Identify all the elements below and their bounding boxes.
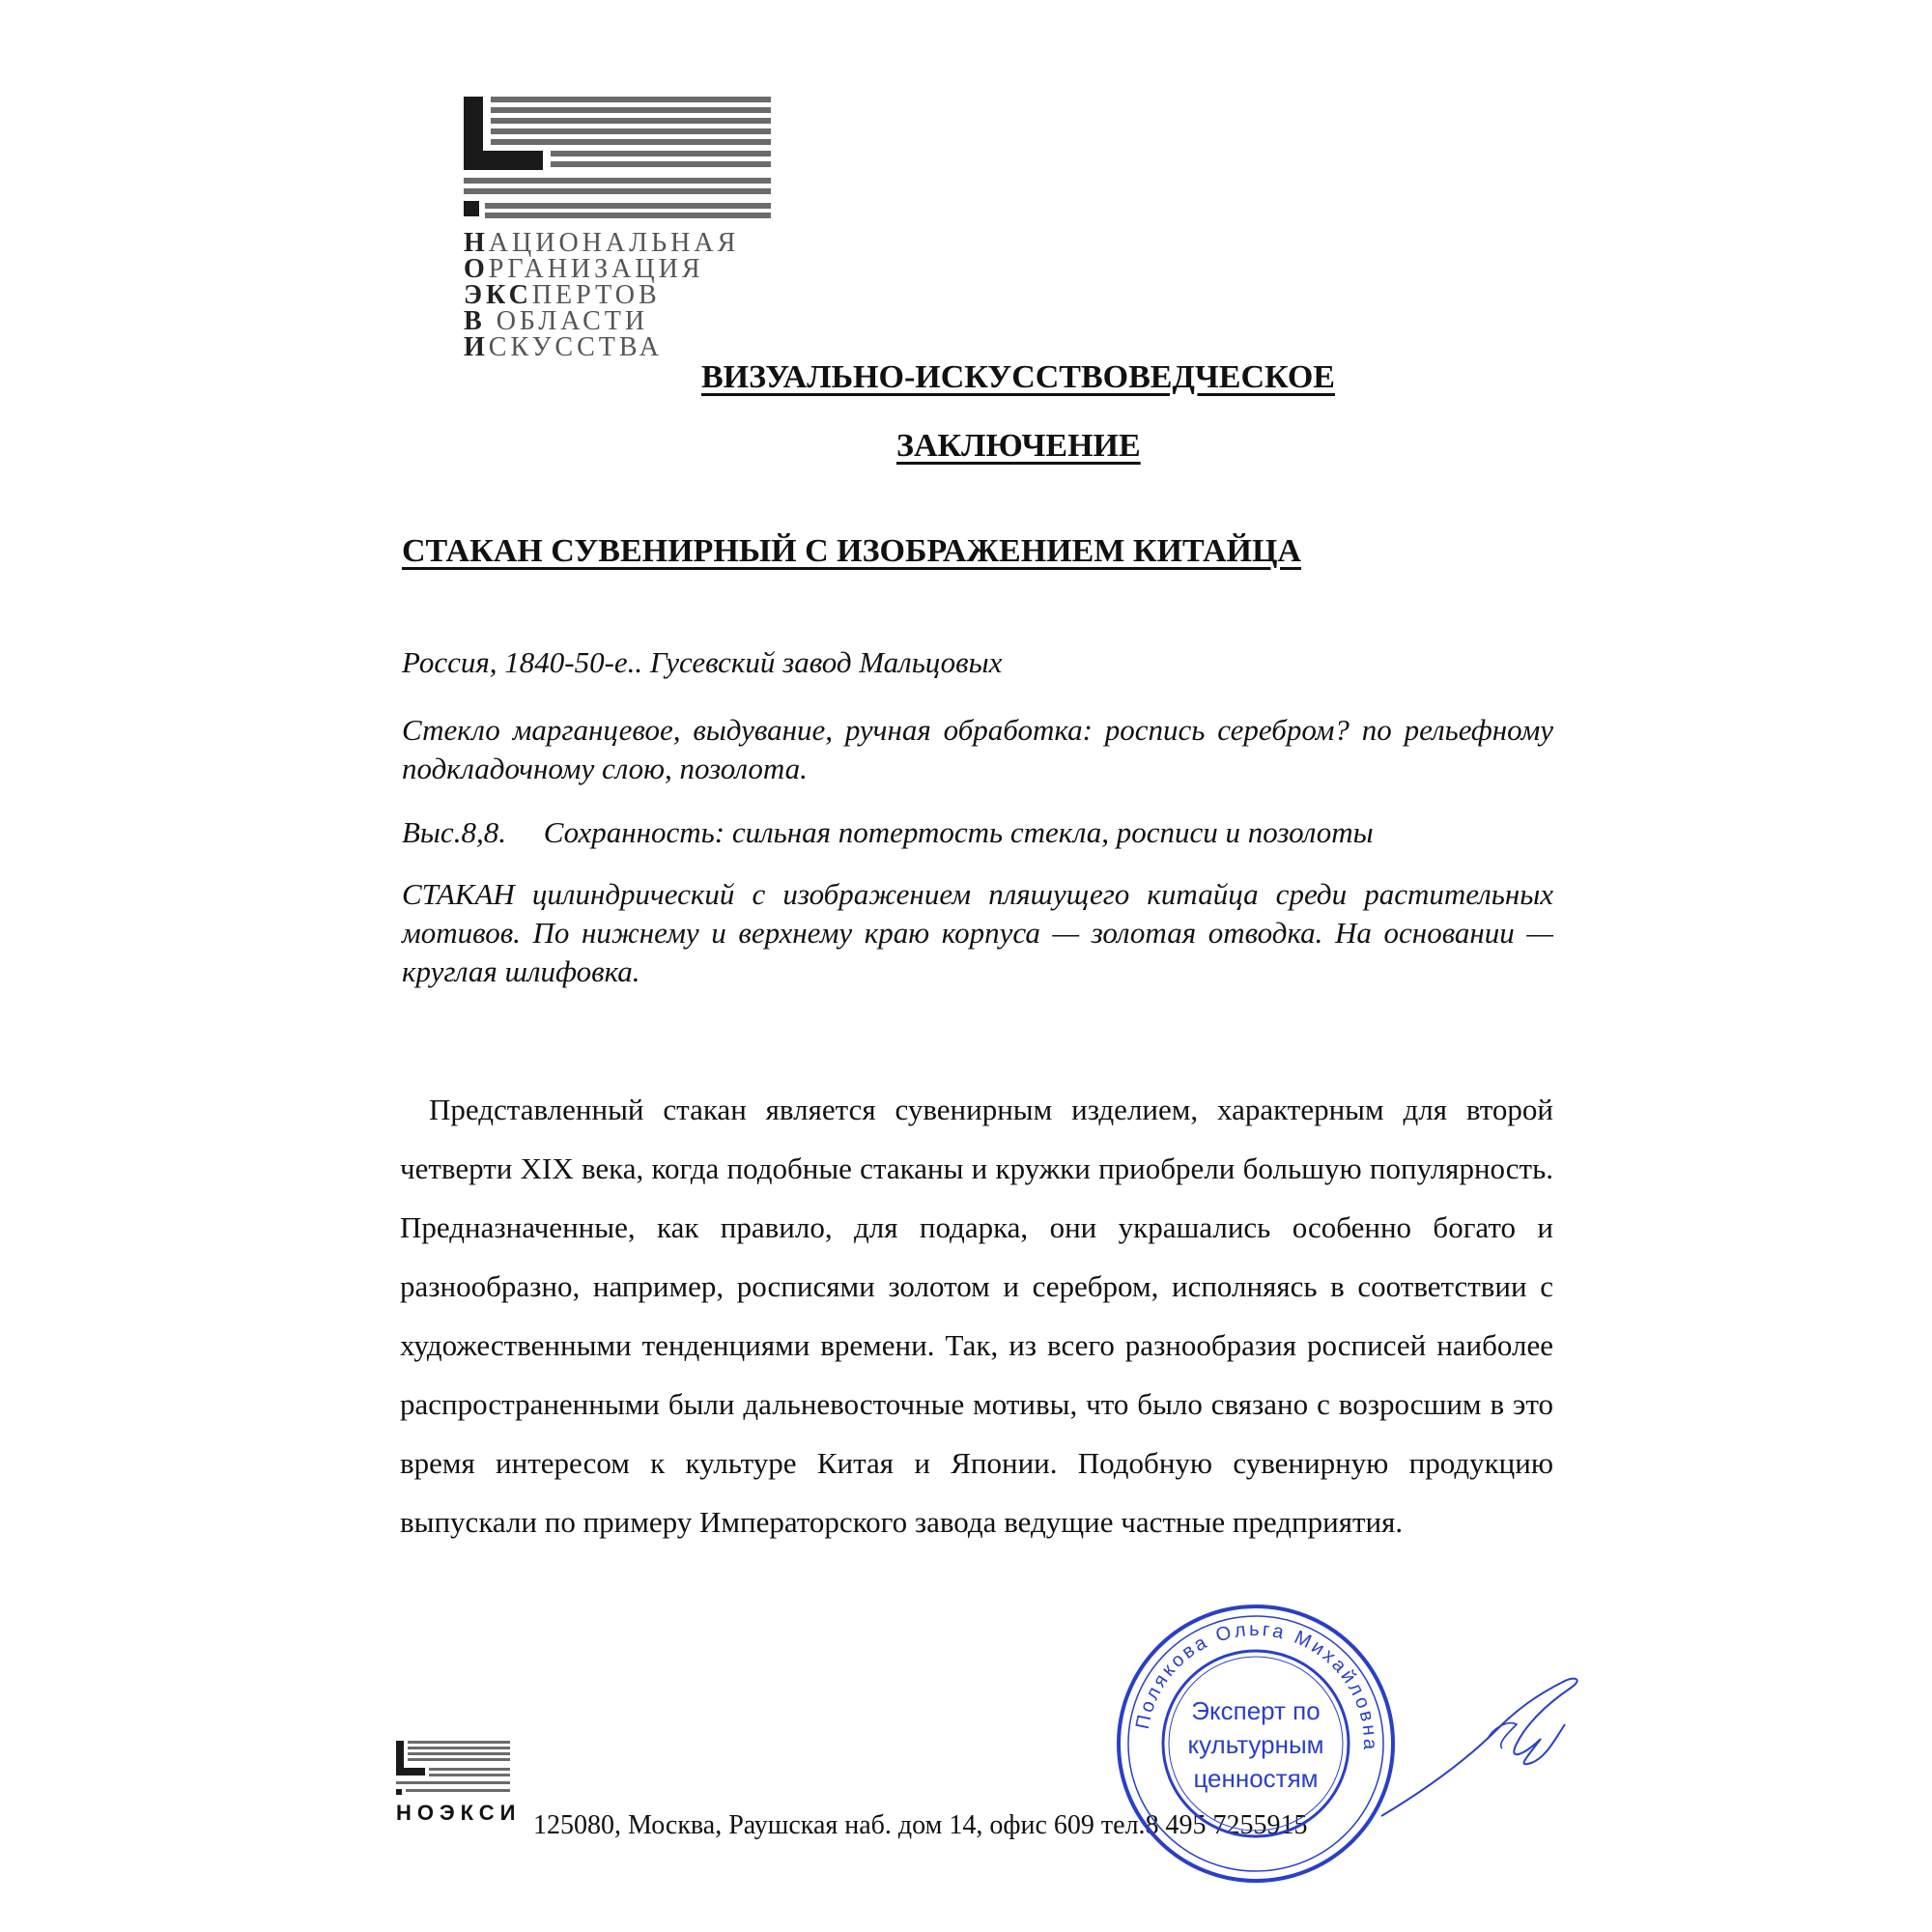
org-line-1: НАЦИОНАЛЬНАЯ <box>464 228 740 258</box>
expert-stamp <box>1111 1599 1401 1889</box>
stamp-line-3: ценностям <box>1193 1764 1319 1793</box>
footer-logo-mark <box>396 1741 510 1797</box>
stamp-ring-text: Полякова Ольга Михайловна <box>1131 1618 1381 1753</box>
footer-organization-abbr: НОЭКСИ <box>396 1801 522 1825</box>
footer-address: 125080, Москва, Раушская наб. дом 14, офис 609 тел.8 495 7255915 <box>533 1810 1308 1840</box>
object-material: Стекло марганцевое, выдувание, ручная обработка: роспись серебром? по рельефному подкладочному слою, позолота. <box>402 713 1553 785</box>
object-origin: Россия, 1840-50-е.. Гусевский завод Мальцовых <box>402 645 1003 679</box>
object-dimensions: Выс.8,8. <box>402 815 506 849</box>
organization-name <box>464 230 739 360</box>
expert-conclusion-paragraph: Представленный стакан является сувенирным изделием, характерным для второй четверти XIX века, когда подобные стаканы и кружки приобрели большую популярность. Предназначенные, как правило, для подарка, они украшались особенно богато и разнообразно, например, росписями золотом и серебром, исполняясь в соответствии с художественными тенденциями времени. Так, из всего разнообразия росписей наиболее распространенными были дальневосточные мотивы, что было связано с возросшим в это время интересом к культуре Китая и Японии. Подобную сувенирную продукцию выпускали по примеру Императорского завода ведущие частные предприятия. <box>400 1093 1553 1539</box>
org-line-4: В ОБЛАСТИ <box>464 306 649 336</box>
organization-logo-mark <box>464 97 771 220</box>
object-condition: Сохранность: сильная потертость стекла, росписи и позолоты <box>543 815 1374 849</box>
document-title-line-2: ЗАКЛЮЧЕНИЕ <box>896 428 1141 464</box>
object-title: СТАКАН СУВЕНИРНЫЙ С ИЗОБРАЖЕНИЕМ КИТАЙЦА <box>402 533 1301 569</box>
org-line-3: ЭКСПЕРТОВ <box>464 280 661 310</box>
org-line-2: ОРГАНИЗАЦИЯ <box>464 254 704 284</box>
object-dimensions-condition <box>402 813 1374 852</box>
org-line-5: ИСКУССТВА <box>464 332 663 362</box>
stamp-line-2: культурным <box>1187 1730 1324 1759</box>
stamp-line-1: Эксперт по <box>1191 1696 1321 1725</box>
object-description: СТАКАН цилиндрический с изображением пляшущего китайца среди растительных мотивов. По нижнему и верхнему краю корпуса — золотая отводка. На основании — круглая шлифовка. <box>402 877 1553 988</box>
document-title-line-1: ВИЗУАЛЬНО-ИСКУССТВОВЕДЧЕСКОЕ <box>701 359 1335 395</box>
handwritten-signature <box>1372 1671 1594 1826</box>
